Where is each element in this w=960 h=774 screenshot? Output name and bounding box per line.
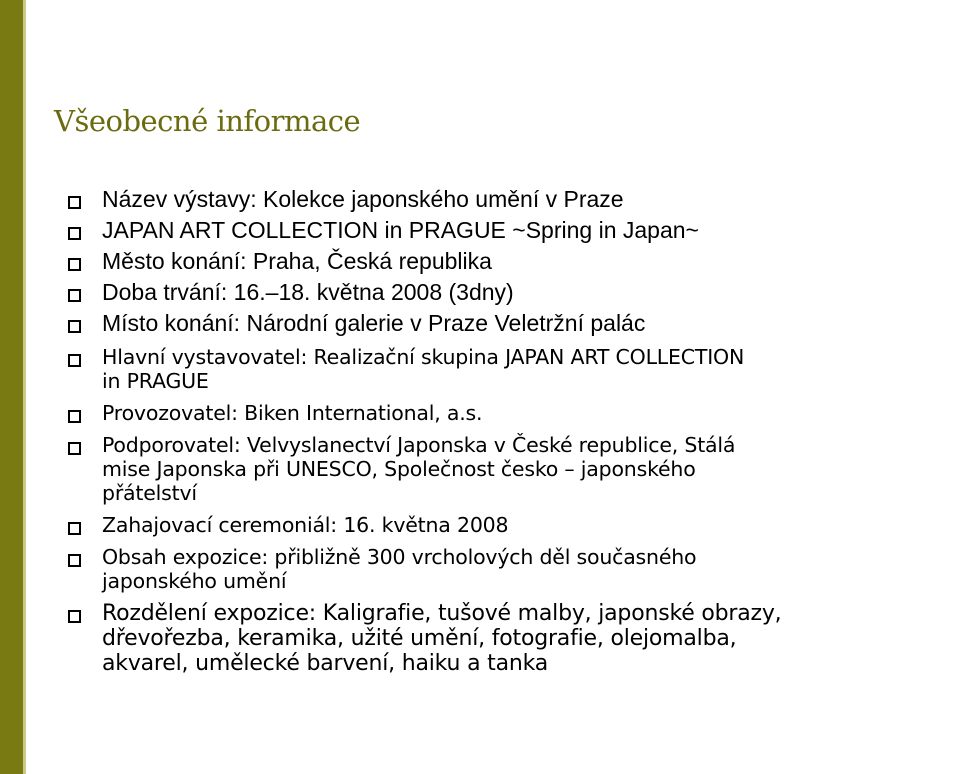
item-text: japonského umění — [102, 569, 287, 593]
hollow-square-bullet-icon — [68, 554, 81, 567]
item-text: Obsah expozice: přibližně 300 vrcholových děl současného — [102, 545, 697, 569]
list-item-city — [66, 246, 946, 277]
list-item-supporters — [66, 433, 946, 505]
list-item-venue — [66, 308, 946, 339]
item-text: Doba trvání: 16.–18. května 2008 (3dny) — [102, 279, 514, 305]
list-item-exhibition-title-en — [66, 215, 946, 246]
item-text: přátelství — [102, 481, 197, 505]
item-text: Zahajovací ceremoniál: 16. května 2008 — [102, 513, 509, 537]
hollow-square-bullet-icon — [68, 354, 81, 367]
slide-title: Všeobecné informace — [54, 104, 361, 138]
item-text: mise Japonska při UNESCO, Společnost česko – japonského — [102, 457, 696, 481]
hollow-square-bullet-icon — [68, 442, 81, 455]
item-text: JAPAN ART COLLECTION in PRAGUE ~Spring in Japan~ — [102, 217, 699, 243]
item-text: Provozovatel: Biken International, a.s. — [102, 401, 483, 425]
hollow-square-bullet-icon — [68, 196, 81, 209]
list-item-operator — [66, 401, 946, 425]
hollow-square-bullet-icon — [68, 320, 81, 333]
item-text: in PRAGUE — [102, 369, 209, 393]
list-item-duration — [66, 277, 946, 308]
list-item-main-exhibitor — [66, 345, 946, 393]
left-accent-bar — [0, 0, 23, 774]
bullet-list — [66, 184, 946, 676]
item-text: Podporovatel: Velvyslanectví Japonska v České republice, Stálá — [102, 433, 736, 457]
hollow-square-bullet-icon — [68, 410, 81, 423]
item-text: dřevořezba, keramika, užité umění, fotografie, olejomalba, — [102, 626, 737, 651]
item-text: Město konání: Praha, Česká republika — [102, 248, 492, 274]
list-item-exhibition-sections — [66, 601, 946, 676]
hollow-square-bullet-icon — [68, 610, 81, 623]
item-text: akvarel, umělecké barvení, haiku a tanka — [102, 651, 549, 676]
item-text: Místo konání: Národní galerie v Praze Veletržní palác — [102, 310, 646, 336]
hollow-square-bullet-icon — [68, 289, 81, 302]
hollow-square-bullet-icon — [68, 522, 81, 535]
list-item-exhibition-name — [66, 184, 946, 215]
item-text: Hlavní vystavovatel: Realizační skupina JAPAN ART COLLECTION — [102, 345, 745, 369]
item-text: Rozdělení expozice: Kaligrafie, tušové malby, japonské obrazy, — [102, 601, 782, 626]
hollow-square-bullet-icon — [68, 258, 81, 271]
item-text: Název výstavy: Kolekce japonského umění v Praze — [102, 186, 624, 212]
list-item-opening-ceremony — [66, 513, 946, 537]
left-accent-stripe — [23, 0, 26, 774]
list-item-exhibition-content — [66, 545, 946, 593]
hollow-square-bullet-icon — [68, 227, 81, 240]
